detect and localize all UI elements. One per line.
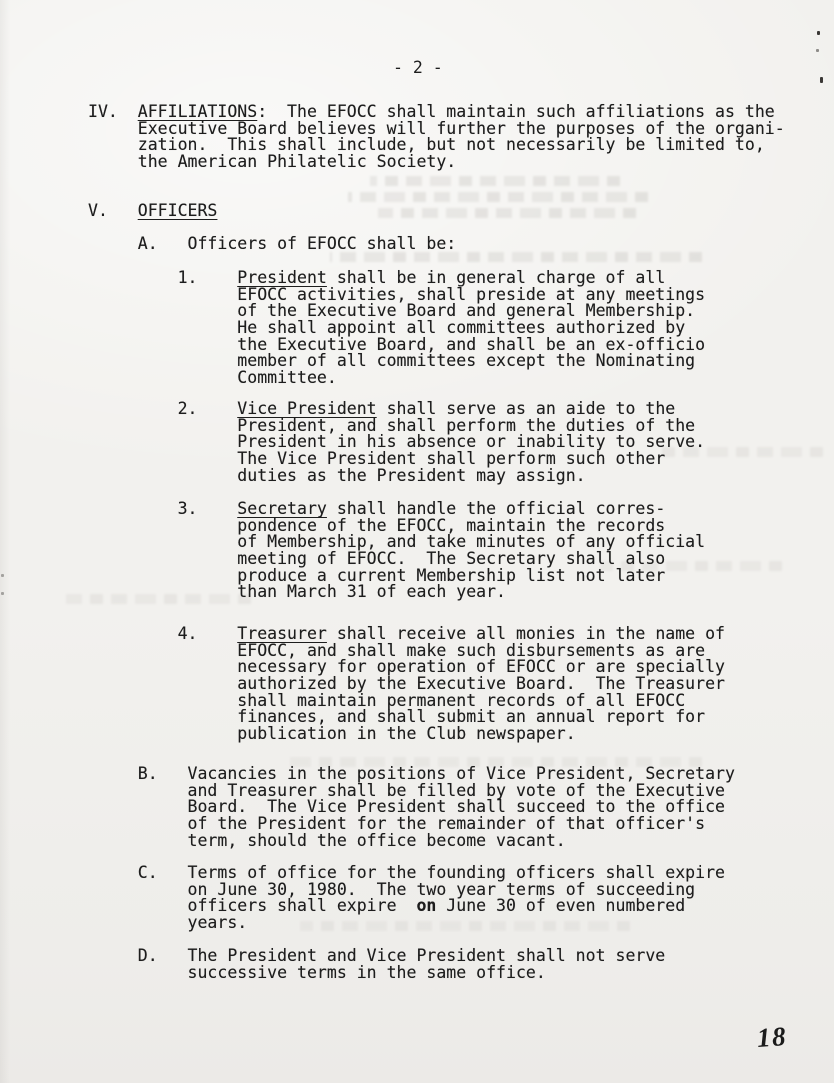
text-line xyxy=(88,830,735,850)
text-segment: necessary for operation of EFOCC or are specially xyxy=(88,657,725,677)
text-segment: Committee. xyxy=(88,368,337,388)
text-line xyxy=(88,203,217,220)
text-segment: years. xyxy=(88,913,248,933)
text-segment: finances, and shall submit an annual report for xyxy=(88,707,706,727)
text-segment: V. xyxy=(88,201,138,220)
text-segment: Vice President xyxy=(237,399,377,418)
text-segment: 3. xyxy=(88,499,238,518)
text-segment: Treasurer xyxy=(237,624,327,643)
page-number-header: - 2 - xyxy=(393,58,443,77)
text-segment: officers shall expire xyxy=(88,896,417,916)
bleedthrough-ghost xyxy=(370,176,620,186)
page-edge-shadow xyxy=(0,0,10,1083)
text-segment: of the Executive Board and general Membership. xyxy=(88,301,696,321)
text-segment: duties as the President may assign. xyxy=(88,465,586,485)
text-segment: 4. xyxy=(88,624,238,643)
text-segment: The Vice President shall perform such other xyxy=(88,449,666,469)
text-segment: 2. xyxy=(88,399,238,418)
text-segment: 1. xyxy=(88,268,238,287)
text-segment: of the President for the remainder of that officer's xyxy=(88,814,706,834)
text-segment: Board. The Vice President shall succeed to the office xyxy=(88,797,725,817)
text-segment: President, and shall perform the duties of the xyxy=(88,415,696,435)
text-line xyxy=(88,236,456,253)
text-segment: IV. xyxy=(88,102,138,121)
item-d-successive-terms xyxy=(88,948,665,981)
text-segment: and Treasurer shall be filled by vote of the Executive xyxy=(88,780,725,800)
text-line xyxy=(88,154,785,171)
item-c-terms-of-office xyxy=(88,865,725,932)
text-segment: the Executive Board, and shall be an ex-officio xyxy=(88,334,706,354)
item-a4-treasurer xyxy=(88,626,725,743)
text-segment: EFOCC, and shall make such disbursements as are xyxy=(88,640,706,660)
text-segment: : The EFOCC shall maintain such affiliations as the xyxy=(257,102,775,121)
item-b-vacancies xyxy=(88,766,735,849)
ink-speck xyxy=(1,592,4,595)
text-segment: shall serve as an aide to the xyxy=(376,399,676,418)
text-segment: produce a current Membership list not later xyxy=(88,565,666,585)
text-segment: pondence of the EFOCC, maintain the records xyxy=(88,515,666,535)
text-segment: June 30 of even numbered xyxy=(436,896,686,916)
item-a1-president xyxy=(88,270,705,387)
text-segment: C. Terms of office for the founding officers shall expire xyxy=(88,863,725,882)
bleedthrough-ghost xyxy=(330,252,702,262)
text-line xyxy=(88,370,705,387)
text-segment: OFFICERS xyxy=(137,201,218,220)
text-segment: shall maintain permanent records of all EFOCC xyxy=(88,690,686,710)
section-iv-affiliations xyxy=(88,104,785,171)
text-segment: shall receive all monies in the name of xyxy=(326,624,725,643)
text-line xyxy=(88,726,725,743)
item-a-officers-list-intro xyxy=(88,236,456,253)
text-segment: D. The President and Vice President shall not serve xyxy=(88,946,666,965)
item-a2-vice-president xyxy=(88,401,705,484)
text-line xyxy=(88,915,725,932)
text-segment: term, should the office become vacant. xyxy=(88,830,566,850)
text-segment: of Membership, and take minutes of any official xyxy=(88,532,706,552)
text-segment: Secretary xyxy=(237,499,327,518)
text-line xyxy=(88,465,705,485)
text-segment: zation. This shall include, but not necessarily be limited to, xyxy=(88,135,765,155)
handwritten-page-number: 18 xyxy=(755,1020,788,1054)
ink-speck xyxy=(1,574,4,577)
text-segment: He shall appoint all committees authorized by xyxy=(88,318,686,338)
text-segment: A. Officers of EFOCC shall be: xyxy=(88,234,457,253)
text-segment: AFFILIATIONS xyxy=(137,102,258,121)
text-segment: EFOCC activities, shall preside at any meetings xyxy=(88,284,706,304)
text-segment: shall handle the official corres- xyxy=(326,499,666,518)
text-segment: on xyxy=(416,896,437,916)
bleedthrough-ghost xyxy=(378,208,636,218)
text-segment: authorized by the Executive Board. The Treasurer xyxy=(88,674,725,694)
item-a3-secretary xyxy=(88,501,705,601)
text-segment: President xyxy=(237,268,327,287)
text-segment: than March 31 of each year. xyxy=(88,582,507,602)
text-segment: shall be in general charge of all xyxy=(326,268,666,287)
text-segment: meeting of EFOCC. The Secretary shall also xyxy=(88,549,666,569)
ink-speck xyxy=(817,31,820,35)
text-segment: member of all committees except the Nominating xyxy=(88,351,696,371)
bleedthrough-ghost xyxy=(348,192,648,202)
ink-speck xyxy=(816,49,819,52)
text-line xyxy=(88,962,665,982)
text-segment: publication in the Club newspaper. xyxy=(88,724,576,744)
text-segment: on June 30, 1980. The two year terms of succeeding xyxy=(88,879,696,899)
section-v-officers-heading xyxy=(88,203,217,220)
text-segment: President in his absence or inability to serve. xyxy=(88,432,706,452)
ink-speck xyxy=(820,77,823,83)
text-line xyxy=(88,584,705,601)
text-segment: B. Vacancies in the positions of Vice President, Secretary xyxy=(88,764,735,783)
text-segment: Executive Board believes will further the purposes of the organi- xyxy=(88,118,785,138)
text-segment: the American Philatelic Society. xyxy=(88,152,457,172)
text-segment: successive terms in the same office. xyxy=(88,962,546,982)
